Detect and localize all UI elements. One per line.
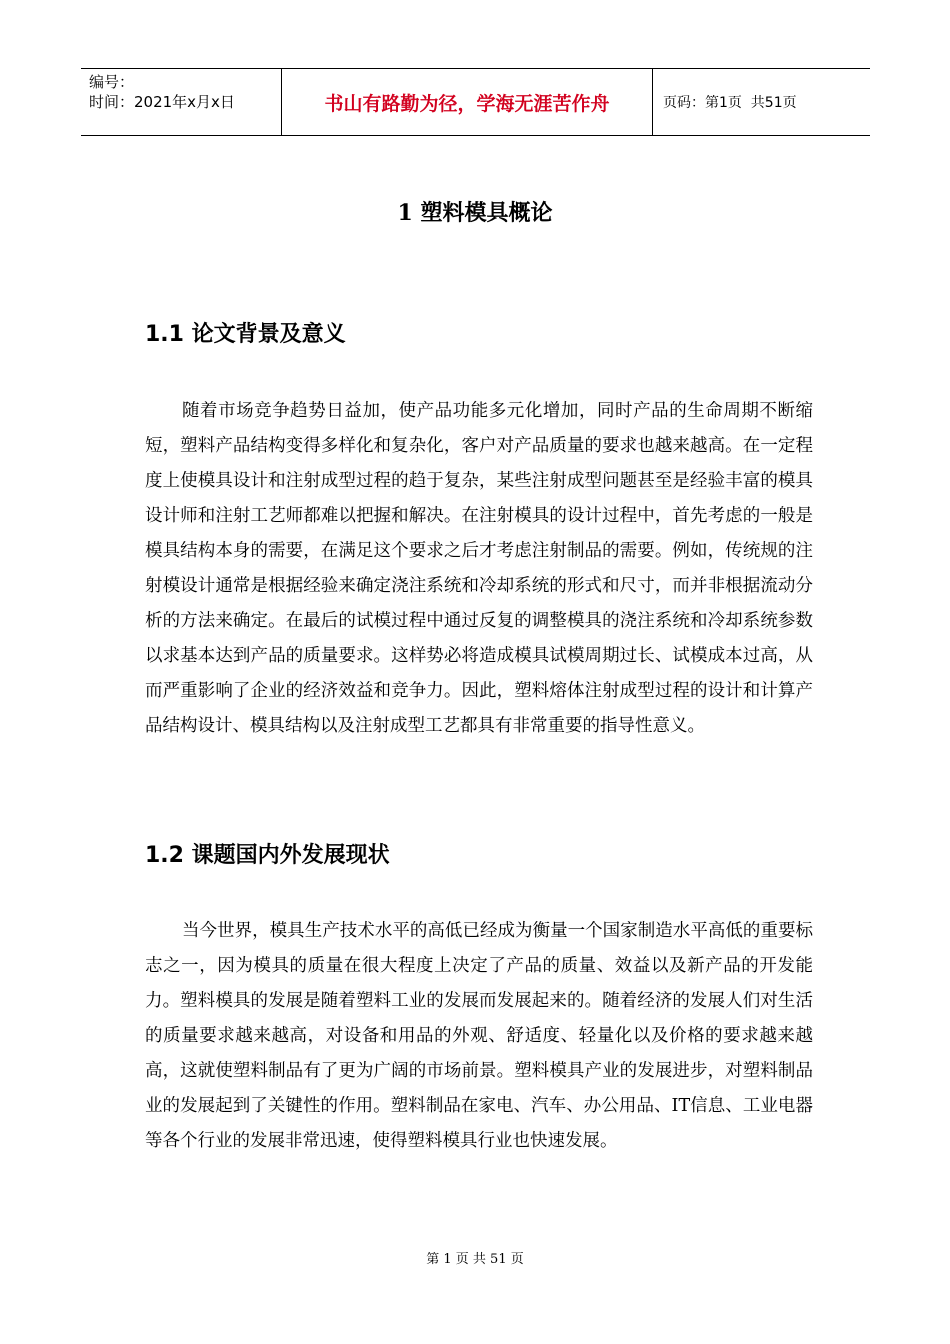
number-label: 编号： xyxy=(89,73,135,91)
document-header xyxy=(81,68,870,136)
header-page-info: 页码：第1页 共51页 xyxy=(663,95,797,111)
date-label: 时间：2021年x月x日 xyxy=(89,93,235,111)
chapter-title: 1 塑料模具概论 xyxy=(397,200,553,226)
header-meta xyxy=(81,69,281,135)
header-motto: 书山有路勤为径，学海无涯苦作舟 xyxy=(281,69,653,135)
section-paragraph-1-1: 随着市场竞争趋势日益加，使产品功能多元化增加，同时产品的生命周期不断缩短，塑料产品结构变得多样化和复杂化，客户对产品质量的要求也越来越高。在一定程度上使模具设计和注射成型过程的趋于复杂，某些注射成型问题甚至是经验丰富的模具设计师和注射工艺师都难以把握和解决。在注射模具的设计过程中，首先考虑的一般是模具结构本身的需要，在满足这个要求之后才考虑注射制品的需要。例如，传统规的注射模设计通常是根据经验来确定浇注系统和冷却系统的形式和尺寸，而并非根据流动分析的方法来确定。在最后的试模过程中通过反复的调整模具的浇注系统和冷却系统参数以求基本达到产品的质量要求。这样势必将造成模具试模周期过长、试模成本过高，从而严重影响了企业的经济效益和竞争力。因此，塑料熔体注射成型过程的设计和计算产品结构设计、模具结构以及注射成型工艺都具有非常重要的指导性意义。 xyxy=(145,401,813,736)
section-paragraph-1-2: 当今世界，模具生产技术水平的高低已经成为衡量一个国家制造水平高低的重要标志之一，因为模具的质量在很大程度上决定了产品的质量、效益以及新产品的开发能力。塑料模具的发展是随着塑料工业的发展而发展起来的。随着经济的发展人们对生活的质量要求越来越高，对设备和用品的外观、舒适度、轻量化以及价格的要求越来越高，这就使塑料制品有了更为广阔的市场前景。塑料模具产业的发展进步，对塑料制品业的发展起到了关键性的作用。塑料制品在家电、汽车、办公用品、IT信息、工业电器等各个行业的发展非常迅速，使得塑料模具行业也快速发展。 xyxy=(145,921,813,1151)
header-page-info-cell xyxy=(653,69,870,135)
page-footer: 第 1 页 共 51 页 xyxy=(426,1252,524,1267)
section-heading-1-2: 1.2 课题国内外发展现状 xyxy=(145,843,390,868)
section-heading-1-1: 1.1 论文背景及意义 xyxy=(145,322,346,347)
